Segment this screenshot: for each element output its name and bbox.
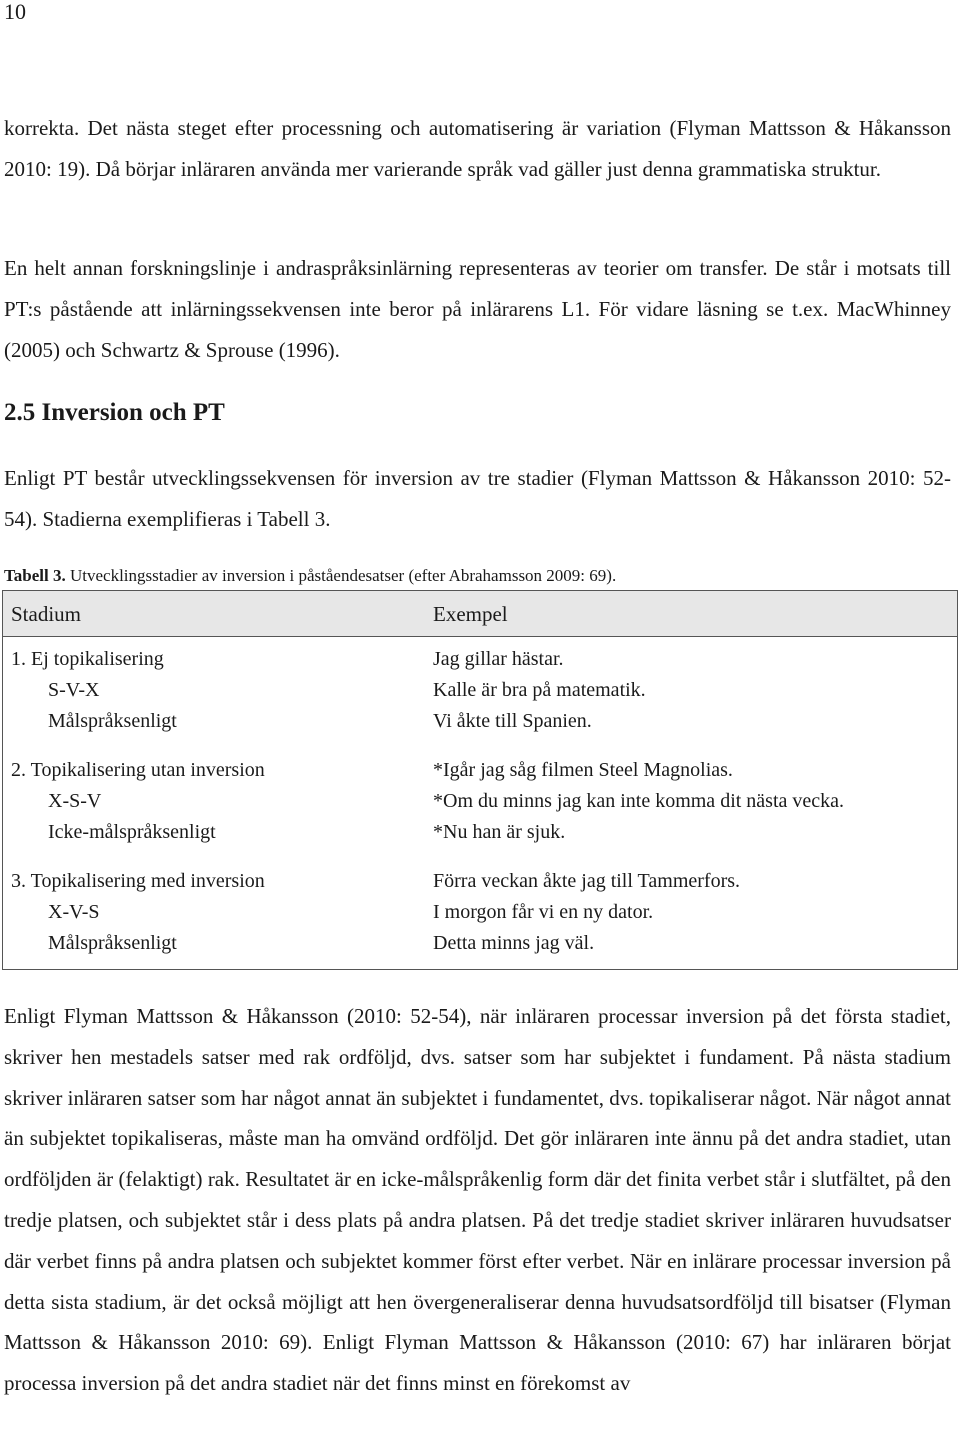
example-sentence: I morgon får vi en ny dator.	[433, 901, 654, 923]
table-header-row	[3, 591, 957, 637]
table-caption-label: Tabell 3.	[4, 566, 66, 585]
table-caption-text: Utvecklingsstadier av inversion i påståendesatser (efter Abrahamsson 2009: 69).	[65, 566, 617, 585]
body-paragraph-1: korrekta. Det nästa steget efter processning och automatisering är variation (Flyman Mattsson & Håkansson 2010: 19). Då börjar inläraren använda mer varierande språk vad gäller just denna grammatiska struktur.	[4, 116, 951, 181]
example-cell	[433, 866, 740, 959]
example-sentence: Kalle är bra på matematik.	[433, 679, 646, 701]
stage-title: 3. Topikalisering med inversion	[11, 870, 265, 892]
stage-pattern: X-V-S	[48, 901, 100, 923]
example-cell	[433, 755, 844, 848]
stage-cell	[11, 755, 265, 848]
closing-paragraph: Enligt Flyman Mattsson & Håkansson (2010: 52-54), när inläraren processar inversion på det första stadiet, skriver hen mestadels satser med rak ordföljd, dvs. satser som har subjektet i fundament. På nästa stadium skriver inläraren satser som har något annat än subjektet i fundamentet, dvs. topikaliserar något. När något annat än subjektet topikaliseras, måste man ha omvänd ordföljd. Det gör inläraren inte ännu på det andra stadiet, utan ordföljden är (felaktigt) rak. Resultatet är en icke-målspråkenlig form där det finita verbet står i slutfältet, på den tredje platsen, och subjektet står i dess plats på andra platsen. På det tredje stadiet skriver inläraren huvudsatser där verbet finns på andra platsen och subjektet kommer först efter verbet. När en inlärare processar inversion på detta sista stadium, är det också möjligt att hen övergeneraliserar denna huvudsatsordföljd till bisatser (Flyman Mattsson & Håkansson 2010: 69). Enligt Flyman Mattsson & Håkansson (2010: 67) har inläraren börjat processa inversion på det andra stadiet när det finns minst en förekomst av	[4, 1004, 951, 1396]
stage-table	[2, 590, 958, 970]
stage-title: 2. Topikalisering utan inversion	[11, 759, 265, 781]
stage-pattern: X-S-V	[48, 790, 102, 812]
header-exempel: Exempel	[433, 602, 508, 626]
section-heading: 2.5 Inversion och PT	[4, 399, 225, 426]
example-sentence: *Igår jag såg filmen Steel Magnolias.	[433, 759, 733, 781]
example-sentence: Jag gillar hästar.	[433, 648, 564, 670]
header-stadium: Stadium	[11, 602, 82, 626]
stage-cell	[11, 866, 265, 959]
example-cell	[433, 644, 646, 737]
stage-pattern: S-V-X	[48, 679, 100, 701]
table-caption	[4, 565, 616, 587]
section-paragraph: Enligt PT består utvecklingssekvensen för inversion av tre stadier (Flyman Mattsson & Håkansson 2010: 52-54). Stadierna exemplifieras i Tabell 3.	[4, 466, 951, 531]
stage-status: Icke-målspråksenligt	[48, 821, 216, 843]
stage-title: 1. Ej topikalisering	[11, 648, 164, 670]
example-sentence: *Nu han är sjuk.	[433, 821, 566, 843]
example-sentence: Detta minns jag väl.	[433, 932, 595, 954]
page-number: 10	[4, 0, 26, 24]
example-sentence: Vi åkte till Spanien.	[433, 710, 592, 732]
example-sentence: *Om du minns jag kan inte komma dit nästa vecka.	[433, 790, 845, 812]
stage-cell	[11, 644, 177, 737]
example-sentence: Förra veckan åkte jag till Tammerfors.	[433, 870, 741, 892]
stage-status: Målspråksenligt	[48, 932, 177, 954]
body-paragraph-2: En helt annan forskningslinje i andraspråksinlärning representeras av teorier om transfer. De står i motsats till PT:s påstående att inlärningssekvensen inte beror på inlärarens L1. För vidare läsning se t.ex. MacWhinney (2005) och Schwartz & Sprouse (1996).	[4, 256, 951, 362]
stage-status: Målspråksenligt	[48, 710, 177, 732]
